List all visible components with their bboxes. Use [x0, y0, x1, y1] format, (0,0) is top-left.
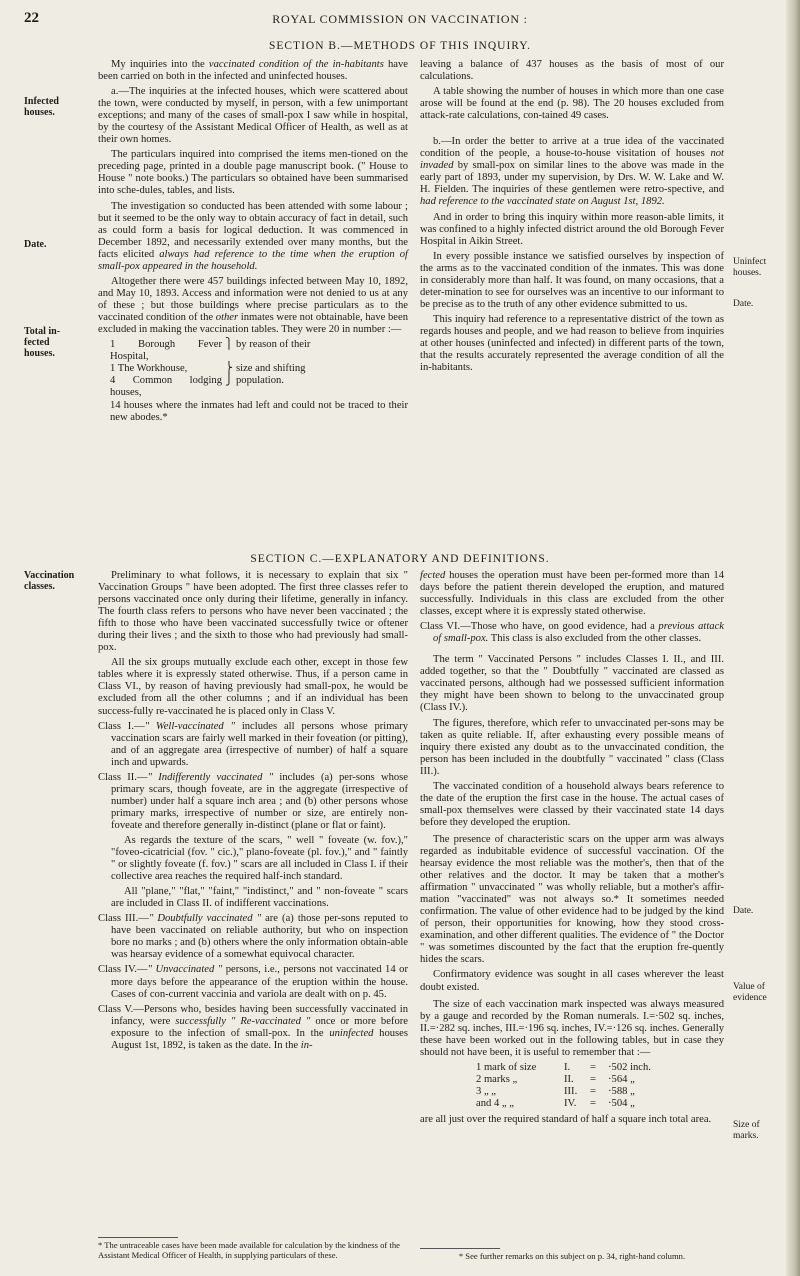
section-b-left-column	[98, 59, 408, 427]
paragraph: a.—The inquiries at the infected houses, which were scattered about the town, were conducted by myself, in person, with a few unimportant exceptions; and many of the cases of small-pox I saw while in hospital, by the courtesy of the Assistant Medical Officer of Health, as well as at their own homes.	[98, 86, 408, 146]
footnote: * The untraceable cases have been made available for calculation by the kindness of the Assistant Medical Officer of Health, in supplying particulars of these.	[98, 1240, 400, 1260]
paragraph: The size of each vaccination mark inspected was always measured by a gauge and recorded by the Roman numerals. I.=·502 sq. inches, II.=·282 sq. inches, III.=·196 sq. inches, IV.=·126 sq. inches. Generally these have been worked out in the following tables, but in case they should not have been, it is useful to remember that :—	[420, 998, 724, 1058]
margin-note: Size of marks.	[733, 1120, 760, 1141]
paragraph: Preliminary to what follows, it is necessary to explain that six " Vaccination Groups " have been adopted. The first three classes refer to persons vaccinated once only during their lifetime, generally in infancy. The fourth class refers to persons who have never been vaccinated ; the fifth to those who have been vaccinated successfully twice or oftener during their lives ; and the sixth to those who had previously had small-pox.	[98, 570, 408, 654]
mark-size-table	[476, 1062, 724, 1110]
paragraph: All "plane," "flat," "faint," "indistinct," and " non-foveate " scars are included in Class II. of indifferent vaccinations.	[111, 886, 408, 910]
class-definition: Class IV.—" Unvaccinated " persons, i.e., persons not vaccinated 14 or more days before the appearance of the eruption within the house. Cases of con-current vaccinia and variola are dealt with on p. 45.	[98, 964, 408, 1000]
paragraph: The vaccinated condition of a household always bears reference to the date of the eruption the first case in the house. The actual cases of small-pox themselves were classed by their vaccinated state 14 days before they developed the eruption.	[420, 780, 724, 828]
paragraph: The investigation so conducted has been attended with some labour ; but it seemed to be the only way to obtain accuracy of fact in detail, such as could form a basis for logical deduction. It was commenced in December 1892, and necessarily extended over many months, but the facts elicited always had reference to the time when the eruption of small-pox appeared in the household.	[98, 200, 408, 272]
paragraph: My inquiries into the vaccinated condition of the in-habitants have been carried on both in the infected and uninfected houses.	[98, 59, 408, 83]
section-c-right-column	[420, 570, 724, 1129]
margin-note: Date.	[24, 239, 47, 250]
footnote-rule	[98, 1237, 178, 1238]
class-definition: Class V.—Persons who, besides having been successfully vaccinated in infancy, were successfully " Re-vaccinated " once or more before exposure to the infection of small-pox. In the uninfected houses August 1st, 1892, is taken as the date. In the in-	[98, 1003, 408, 1051]
page-number: 22	[24, 10, 39, 26]
section-b-heading: SECTION B.—METHODS OF THIS INQUIRY.	[268, 40, 532, 52]
paragraph: are all just over the required standard of half a square inch total area.	[420, 1113, 712, 1125]
margin-note: Infected houses.	[24, 96, 59, 118]
class-definition: Class VI.—Those who have, on good evidence, had a previous attack of small-pox. This class is also excluded from the other classes.	[420, 621, 724, 645]
paragraph: In every possible instance we satisfied ourselves by inspection of the arms as to the vaccinated condition of the inmates. This was done in considerably more than half. It was found, on many occasions, that a deter-mination to see for ourselves was an incentive to our informant to be precise as to the truth of any other evidence submitted to us.	[420, 250, 724, 310]
margin-note: Vaccination classes.	[24, 570, 75, 592]
page-edge	[786, 0, 800, 1276]
paragraph: And in order to bring this inquiry within more reason-able limits, it was confined to a highly infected district around the old Borough Fever Hospital in Aikin Street.	[420, 211, 724, 247]
table-row: 3 „ „ III. = ·588 „	[476, 1085, 635, 1097]
paragraph: Confirmatory evidence was sought in all cases wherever the least doubt existed.	[420, 969, 724, 993]
section-b-right-column	[420, 59, 724, 377]
margin-note: Total in-fected houses.	[24, 326, 61, 359]
paragraph: The particulars inquired into comprised the items men-tioned on the preceding page, printed in a double page manuscript book. (" House to House " note books.) The particulars so obtained have been summarised into sche-dules, tables, and lists.	[98, 149, 408, 197]
table-row: 2 marks „ II. = ·564 „	[476, 1073, 635, 1085]
class-definition: Class III.—" Doubtfully vaccinated " are (a) those per-sons reputed to have been vaccinated on reliable authority, but who on inspection bore no marks ; and (b) others where the only information obtain-able was hearsay evidence of a somewhat equivocal character.	[98, 913, 408, 961]
margin-note: Value of evidence	[733, 982, 767, 1003]
list-item: 1 The Workhouse, ⎬ size and shifting	[110, 363, 306, 375]
list-item: 4 Common lodging houses, ⎭ population.	[110, 375, 284, 399]
paragraph: This inquiry had reference to a representative district of the town as regards houses and people, and we had reason to believe from inquiries at other houses (uninfected and infected) in different parts of the town, that the results accurately represented the average condition of all the in-habitants.	[420, 313, 724, 374]
paragraph: The presence of characteristic scars on the upper arm was always regarded as indubitable evidence of successful vaccination. Of the hearsay evidence the most reliable was the mother's, then that of the other relatives and the doctor. It may be taken that a mother's affirmation " unvaccinated " was wholly reliable, but a mother's affir-mation "vaccinated" was not always so.* It sometimes needed confirmation. The value of other evidence had to be judged by the kind of person, their opportunities for knowing, how they stood cross-examination, and other different qualities. The evidence of " the Doctor " was sometimes discounted by the fact that the eruption fre-quently hides the scars.	[420, 833, 724, 966]
paragraph: b.—In order the better to arrive at a true idea of the vaccinated condition of the people, a house-to-house visitation of houses not invaded by small-pox on similar lines to the above was made in the early part of 1893, under my supervision, by Drs. W. W. Lake and W. H. Fielden. The inquiries of these gentlemen were retro-spective, and had reference to the vaccinated state on August 1st, 1892.	[420, 136, 724, 208]
table-row: 1 mark of size I. = ·502 inch.	[476, 1061, 651, 1073]
table-row: and 4 „ „ IV. = ·504 „	[476, 1097, 635, 1109]
paragraph: As regards the texture of the scars, " well " foveate (w. fov.)," "foveo-cicatricial (fov. " cic.)," plano-foveate (pl. fov.)," and " faintly " or slightly foveate (f. fov.) " scars are all included in Class I. if their collective area reaches the required half-inch standard.	[111, 834, 408, 883]
paragraph: All the six groups mutually exclude each other, except in those few tables where it is expressly stated otherwise. Thus, if a person came in Class VI., by reason of having previously had small-pox, he would be excluded from all the other columns ; and if an individual has been success-fully re-vaccinated he is placed only in Class V.	[98, 657, 408, 717]
paragraph: Altogether there were 457 buildings infected between May 10, 1892, and May 10, 1893. Access and information were not denied to us at any of these ; but those buildings where precise particulars as to the vaccinated condition of the other inmates were not obtainable, have been excluded in making the vaccination tables. They were 20 in number :—	[98, 275, 408, 335]
paragraph: leaving a balance of 437 houses as the basis of most of our calculations.	[420, 59, 724, 83]
paragraph: The figures, therefore, which refer to unvaccinated per-sons may be taken as quite reliable. If, after exhausting every possible means of inquiry there existed any doubt as to the unvaccinated condition, the person has been included in the doubtfully " vaccinated " class (Class III.).	[420, 717, 724, 777]
class-definition: Class II.—" Indifferently vaccinated " includes (a) per-sons whose primary scars, though foveate, are in the aggregate (irrespective of number) under half a square inch area ; and (b) other persons whose primary marks, irrespective of number or size, are entirely non-foveate and therefore generally in-distinct (plane or flat or faint).	[98, 771, 409, 831]
footnote-rule	[420, 1248, 500, 1249]
running-title: ROYAL COMMISSION ON VACCINATION :	[272, 12, 528, 26]
section-c-heading: SECTION C.—EXPLANATORY AND DEFINITIONS.	[250, 553, 550, 565]
section-c-left-column	[98, 570, 408, 1055]
margin-note: Date.	[733, 906, 754, 916]
margin-note: Date.	[733, 299, 754, 309]
margin-note: Uninfect houses.	[733, 257, 767, 278]
running-header	[0, 10, 800, 32]
paragraph: 14 houses where the inmates had left and could not be traced to their new abodes.*	[110, 400, 408, 424]
class-definition: Class I.—" Well-vaccinated " includes all persons whose primary vaccination scars are fairly well marked in their foveation (or pitting), and of an aggregate area (irrespective of number) of half a square inch and upwards.	[98, 720, 409, 768]
paragraph: A table showing the number of houses in which more than one case arose will be found at the end (p. 98). The 20 houses excluded from attack-rate calculations, con-tained 49 cases.	[420, 86, 724, 122]
paragraph: The term " Vaccinated Persons " includes Classes I. II., and III. added together, so that the " Doubtfully " vaccinated are classed as vaccinated persons, although had we possessed sufficient information they might have been shown to belong to the unvaccinated group (Class IV.).	[420, 654, 724, 714]
paragraph: fected houses the operation must have been per-formed more than 14 days before the patient therein developed the eruption, and matured successfully. Individuals in this class are excluded from the other classes, except where it is expressly stated otherwise.	[420, 570, 724, 618]
footnote: * See further remarks on this subject on p. 34, right-hand column.	[458, 1251, 686, 1261]
list-item: 1 Borough Fever Hospital, ⎫ by reason of their	[110, 339, 311, 363]
